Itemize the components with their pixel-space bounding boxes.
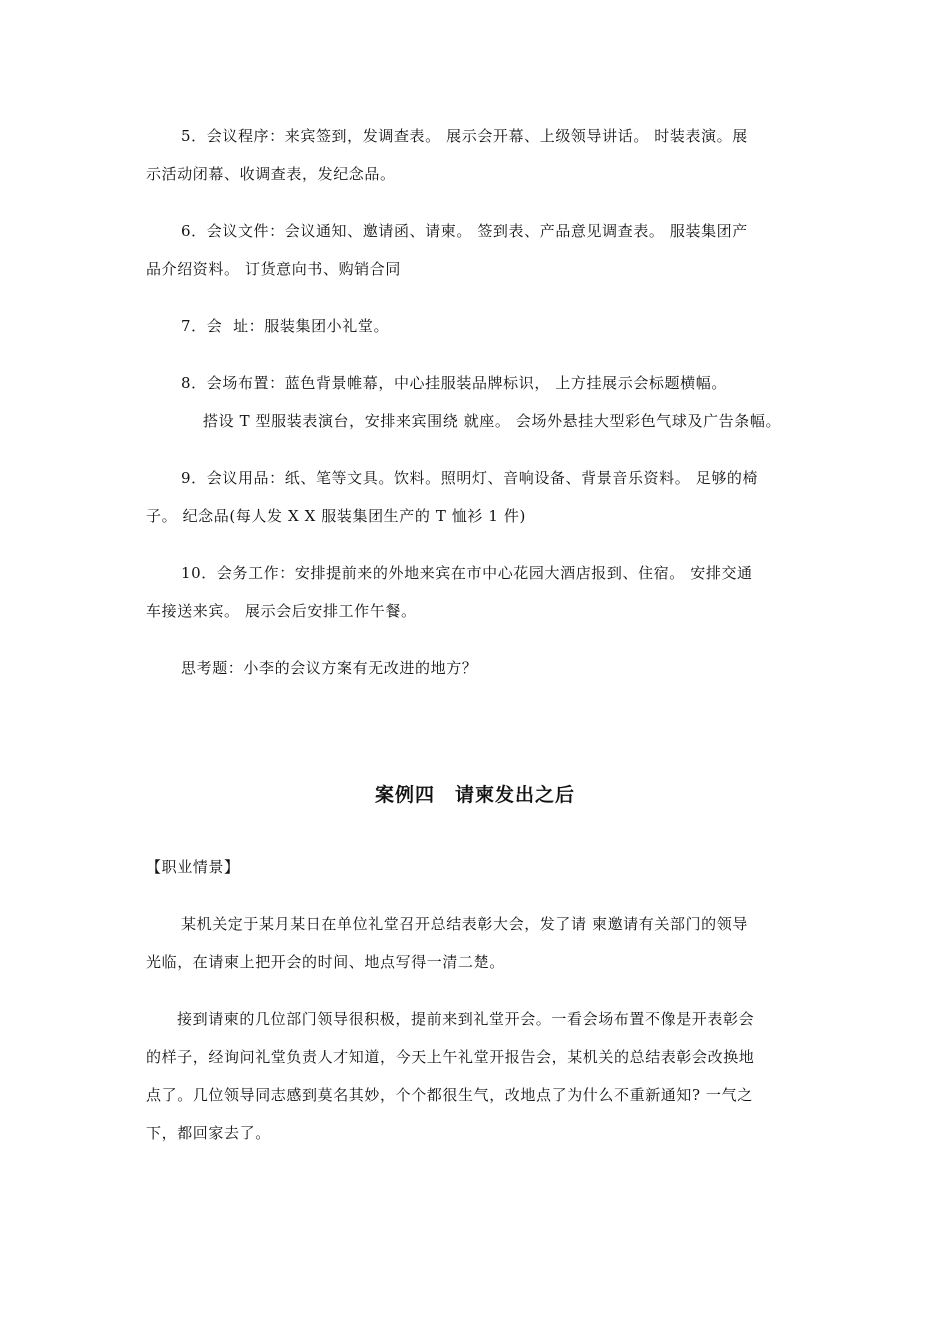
para-2-line-3: 点了。几位领导同志感到莫名其妙，个个都很生气，改地点了为什么不重新通知? 一气之 bbox=[146, 1086, 753, 1104]
item-8-line-2: 搭设 T 型服装表演台，安排来宾围绕 就座。 会场外悬挂大型彩色气球及广告条幅。 bbox=[203, 412, 782, 430]
para-2-line-1: 接到请柬的几位部门领导很积极，提前来到礼堂开会。一看会场布置不像是开表彰会 bbox=[177, 1010, 755, 1028]
item-10-line-1: 10．会务工作：安排提前来的外地来宾在市中心花园大酒店报到、住宿。 安排交通 bbox=[181, 564, 753, 582]
para-2-line-2: 的样子，经询问礼堂负责人才知道，今天上午礼堂开报告会，某机关的总结表彰会改换地 bbox=[146, 1048, 755, 1066]
item-9-line-1: 9．会议用品：纸、笔等文具。饮料。照明灯、音响设备、背景音乐资料。 足够的椅 bbox=[181, 469, 759, 487]
case-title: 案例四 请柬发出之后 bbox=[374, 784, 575, 806]
item-9-line-2: 子。 纪念品(每人发 X X 服装集团生产的 T 恤衫 1 件) bbox=[146, 507, 526, 525]
para-1-line-2: 光临，在请柬上把开会的时间、地点写得一清二楚。 bbox=[146, 953, 505, 971]
item-5-line-1: 5．会议程序：来宾签到，发调查表。 展示会开幕、上级领导讲话。 时装表演。展 bbox=[181, 127, 748, 145]
item-10-line-2: 车接送来宾。 展示会后安排工作午餐。 bbox=[146, 602, 417, 620]
item-7-line-1: 7．会 址：服装集团小礼堂。 bbox=[181, 317, 390, 335]
question-text: 思考题：小李的会议方案有无改进的地方？ bbox=[181, 659, 478, 677]
para-1-line-1: 某机关定于某月某日在单位礼堂召开总结表彰大会，发了请 柬邀请有关部门的领导 bbox=[181, 915, 748, 933]
item-8-line-1: 8．会场布置：蓝色背景帷幕，中心挂服装品牌标识， 上方挂展示会标题横幅。 bbox=[181, 374, 727, 392]
item-5-line-2: 示活动闭幕、收调查表，发纪念品。 bbox=[146, 165, 396, 183]
item-6-line-2: 品介绍资料。 订货意向书、购销合同 bbox=[146, 260, 401, 278]
para-2-line-4: 下，都回家去了。 bbox=[146, 1124, 271, 1142]
item-6-line-1: 6．会议文件：会议通知、邀请函、请柬。 签到表、产品意见调查表。 服装集团产 bbox=[181, 222, 748, 240]
section-label: 【职业情景】 bbox=[146, 858, 240, 876]
